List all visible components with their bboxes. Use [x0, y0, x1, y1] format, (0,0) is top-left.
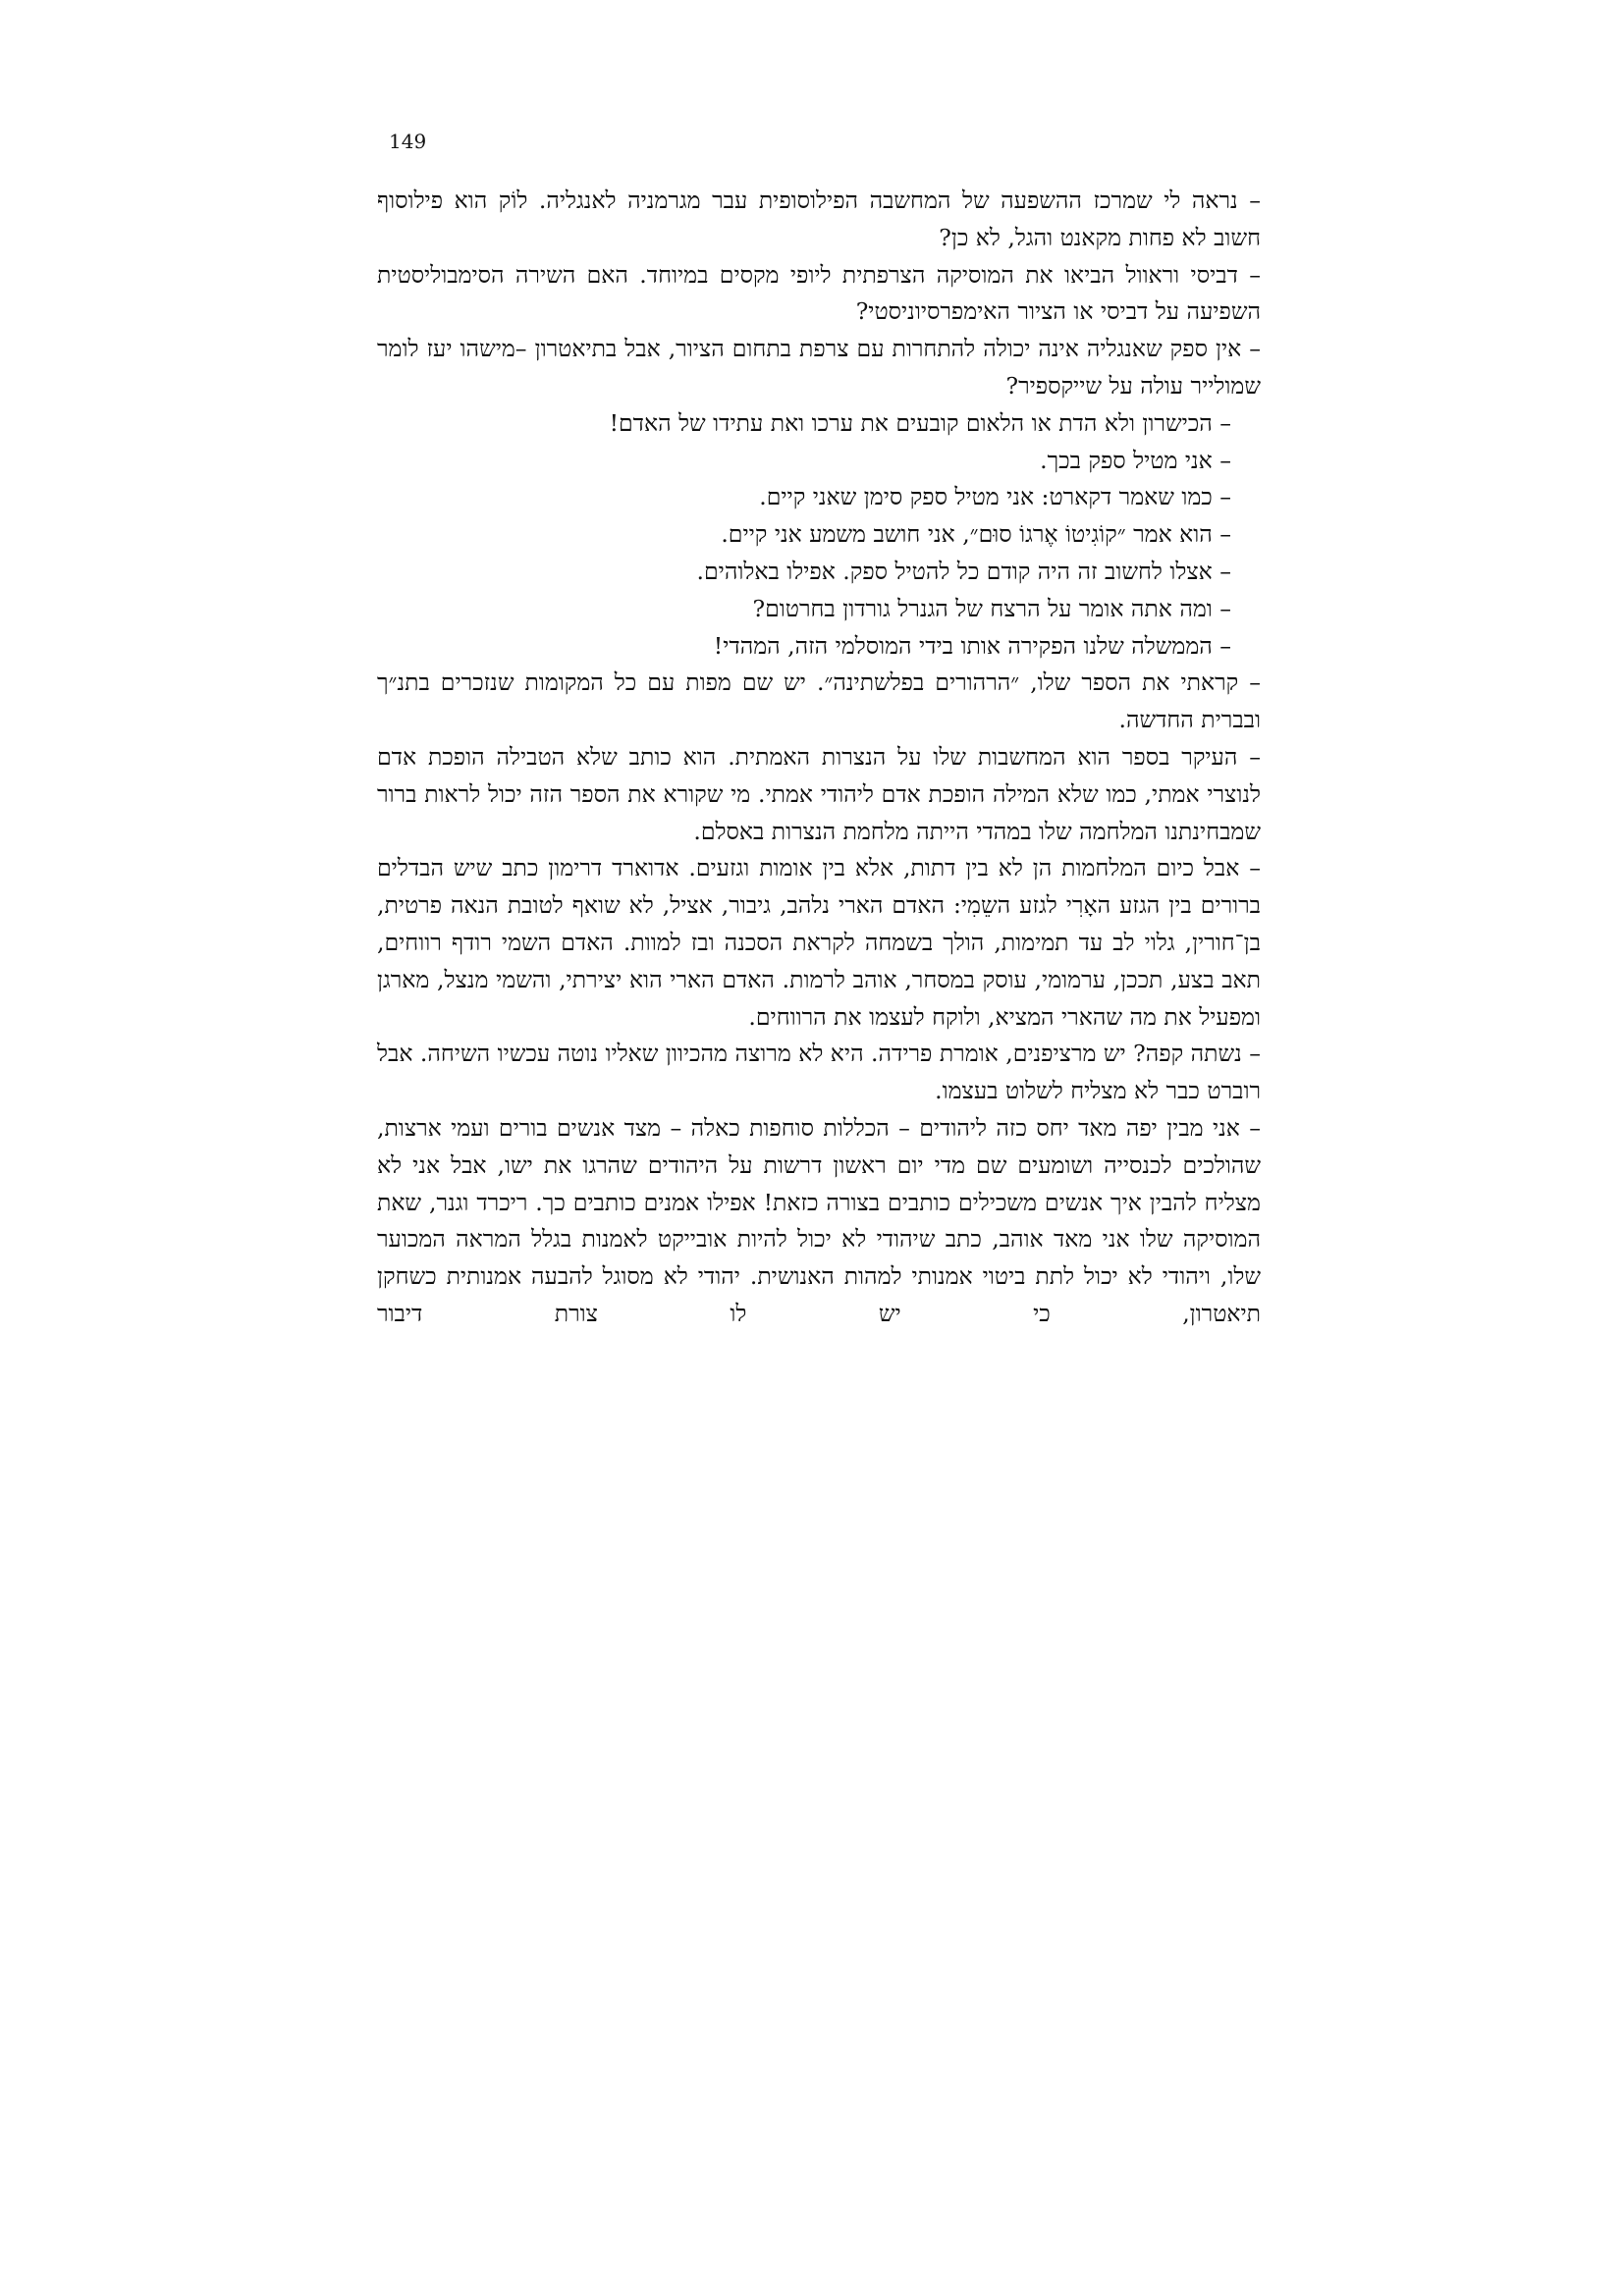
paragraph: – אצלו לחשוב זה היה קודם כל להטיל ספק. אפילו באלוהים. [696, 557, 1231, 585]
paragraph: – אין ספק שאנגליה אינה יכולה להתחרות עם צרפת בתחום הציור, אבל בתיאטרון –מישהו יעז לומר שמולייר עולה על שייקספיר? [377, 335, 1261, 400]
paragraph: – נשתה קפה? יש מרציפנים, אומרת פרידה. היא לא מרוצה מהכיוון שאליו נוטה עכשיו השיחה. אבל רוברט כבר לא מצליח לשלוט בעצמו. [377, 1040, 1261, 1105]
paragraph: – הוא אמר ״קוֹגִיטוֹ אֶרגוֹ סוּם״, אני חושב משמע אני קיים. [721, 520, 1231, 549]
paragraph: – אבל כיום המלחמות הן לא בין דתות, אלא בין אומות וגזעים. אדוארד דרימון כתב שיש הבדלים ברורים בין הגזע האָרִי לגזע השֵמִי: האדם הארי נלהב, גיבור, אציל, לא שואף לטובת הנאה פרטית, בן־חורין, גלוי לב עד תמימות, הולך בשמחה לקראת הסכנה ובז למוות. האדם השמי רודף רווחים, תאב בצע, תככן, ערמומי, עוסק במסחר, אוהב לרמות. האדם הארי הוא יצירתי, והשמי מנצל, מארגן ומפעיל את מה שהארי המציא, ולוקח לעצמו את הרווחים. [377, 854, 1261, 1031]
paragraph: – קראתי את הספר שלו, ״הרהורים בפלשתינה״. יש שם מפות עם כל המקומות שנזכרים בתנ״ך ובברית החדשה. [377, 668, 1261, 734]
paragraph: – אני מבין יפה מאד יחס כזה ליהודים – הכללות סוחפות כאלה – מצד אנשים בורים ועמי ארצות, שהולכים לכנסייה ושומעים שם מדי יום ראשון דרשות על היהודים שהרגו את ישו, אבל אני לא מצליח להבין איך אנשים משכילים כותבים בצורה כזאת! אפילו אמנים כותבים כך. ריכרד וגנר, שאת המוסיקה שלו אני מאד אוהב, כתב שיהודי לא יכול להיות אובייקט לאמנות בגלל המראה המכוער שלו, ויהודי לא יכול לתת ביטוי אמנותי למהות האנושית. יהודי לא מסוגל להבעה אמנותית כשחקן תיאטרון, כי יש לו צורת דיבור [377, 1113, 1261, 1327]
page-number: 149 [389, 130, 427, 153]
paragraph: – כמו שאמר דקארט: אני מטיל ספק סימן שאני קיים. [759, 483, 1231, 511]
paragraph: – נראה לי שמרכז ההשפעה של המחשבה הפילוסופית עבר מגרמניה לאנגליה. לוֹק הוא פילוסוף חשוב לא פחות מקאנט והגל, לא כן? [377, 187, 1261, 251]
paragraph: – דביסי וראוול הביאו את המוסיקה הצרפתית ליופי מקסים במיוחד. האם השירה הסימבוליסטית השפיעה על דביסי או הציור האימפרסיוניסטי? [377, 260, 1261, 326]
paragraph: – הממשלה שלנו הפקירה אותו בידי המוסלמי הזה, המהדי! [713, 631, 1231, 660]
paragraph: – ומה אתה אומר על הרצח של הגנרל גורדון בחרטום? [752, 594, 1231, 622]
body-text [377, 183, 1261, 1333]
paragraph: – העיקר בספר הוא המחשבות שלו על הנצרות האמתית. הוא כותב שלא הטבילה הופכת אדם לנוצרי אמתי, כמו שלא המילה הופכת אדם ליהודי אמתי. מי שקורא את הספר הזה יכול לראות ברור שמבחינתנו המלחמה שלו במהדי הייתה מלחמת הנצרות באסלם. [377, 742, 1261, 845]
paragraph: – אני מטיל ספק בכך. [1040, 446, 1231, 474]
paragraph: – הכישרון ולא הדת או הלאום קובעים את ערכו ואת עתידו של האדם! [609, 408, 1231, 437]
